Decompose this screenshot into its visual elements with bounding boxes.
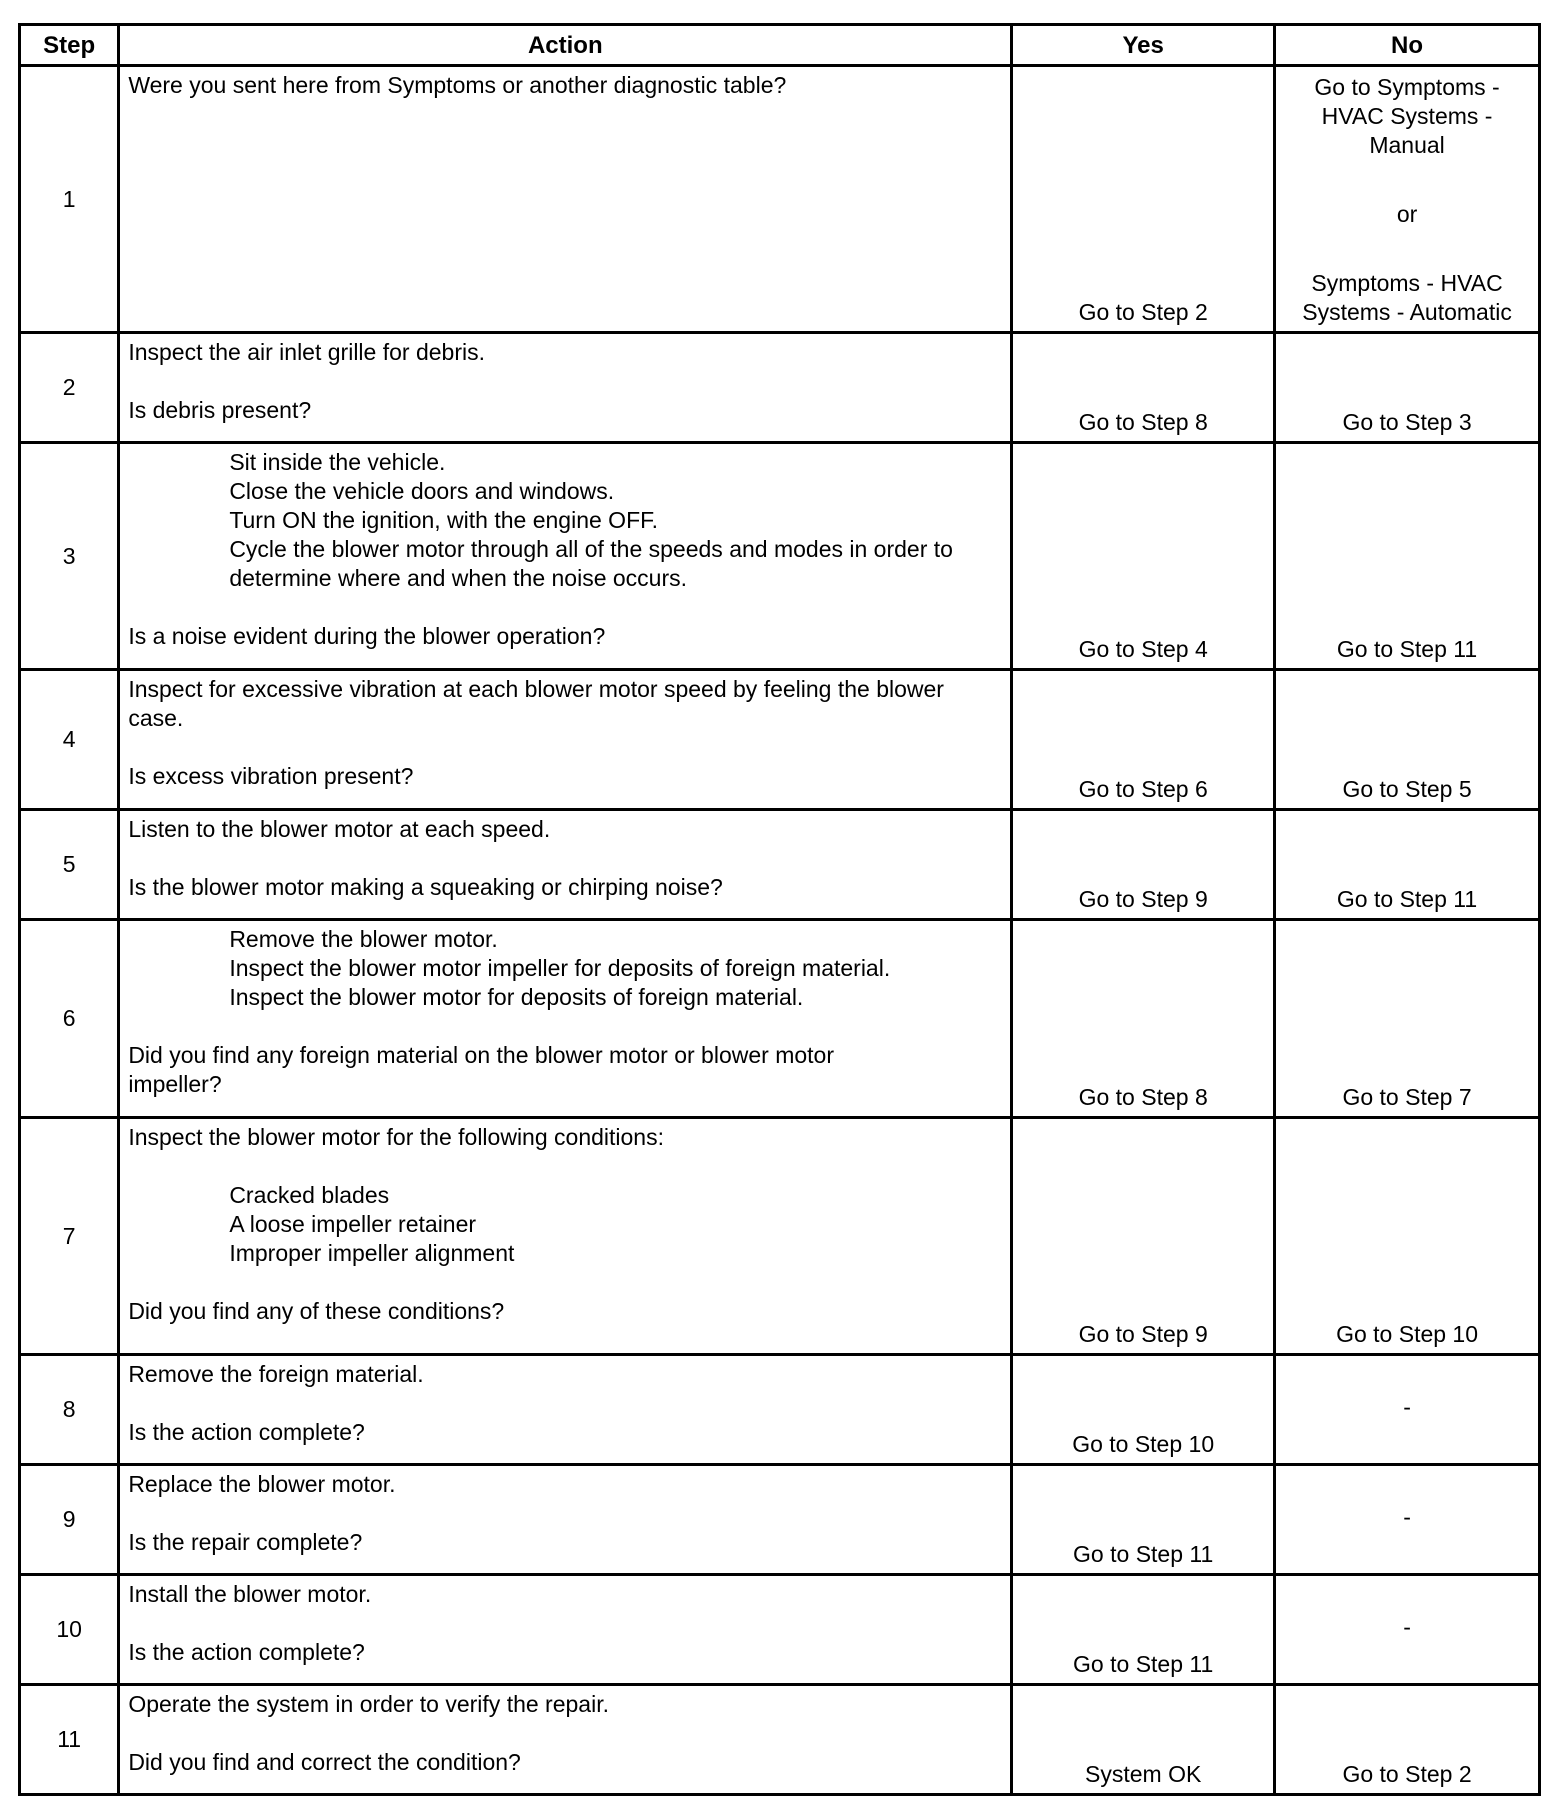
action-intro: Install the blower motor. xyxy=(128,1581,372,1607)
step-number: 6 xyxy=(20,920,119,1118)
table-row xyxy=(20,333,1540,443)
table-row xyxy=(20,66,1540,333)
step-number: 7 xyxy=(20,1118,119,1355)
step-number: 9 xyxy=(20,1465,119,1575)
action-cell xyxy=(119,443,1012,670)
action-intro: Inspect for excessive vibration at each blower motor speed by feeling the blower case. xyxy=(128,676,944,731)
action-cell xyxy=(119,1575,1012,1685)
bullet-item: A loose impeller retainer xyxy=(229,1211,477,1237)
action-intro: Remove the foreign material. xyxy=(128,1361,424,1387)
step-number: 4 xyxy=(20,670,119,810)
bullet-item: Remove the blower motor. xyxy=(229,926,498,952)
step-number: 3 xyxy=(20,443,119,670)
no-cell: Go to Step 10 xyxy=(1275,1118,1540,1355)
no-cell: - xyxy=(1275,1355,1540,1465)
no-cell: - xyxy=(1275,1575,1540,1685)
action-question: Is the repair complete? xyxy=(128,1529,363,1555)
yes-cell: Go to Step 6 xyxy=(1012,670,1275,810)
action-question: Is the action complete? xyxy=(128,1639,365,1665)
header-yes: Yes xyxy=(1012,25,1275,66)
table-row xyxy=(20,1685,1540,1795)
action-intro: Inspect the air inlet grille for debris. xyxy=(128,339,485,365)
no-line: Manual xyxy=(1369,132,1445,158)
action-intro: Operate the system in order to verify the repair. xyxy=(128,1691,609,1717)
no-line: HVAC Systems - xyxy=(1321,103,1493,129)
no-cell: - xyxy=(1275,1465,1540,1575)
table-row xyxy=(20,1355,1540,1465)
step-number: 10 xyxy=(20,1575,119,1685)
action-question: Is the action complete? xyxy=(128,1419,365,1445)
action-question: Did you find any foreign material on the blower motor or blower motor impeller? xyxy=(128,1042,834,1097)
yes-cell: Go to Step 11 xyxy=(1012,1465,1275,1575)
no-cell: Go to Step 11 xyxy=(1275,810,1540,920)
action-cell xyxy=(119,333,1012,443)
bullet-item: Cracked blades xyxy=(229,1182,390,1208)
action-bullets xyxy=(128,1181,1004,1268)
no-cell: Go to Step 2 xyxy=(1275,1685,1540,1795)
header-action: Action xyxy=(119,25,1012,66)
bullet-item: Turn ON the ignition, with the engine OFF. xyxy=(229,507,659,533)
action-cell xyxy=(119,1465,1012,1575)
no-line: Symptoms - HVAC xyxy=(1311,270,1503,296)
table-row xyxy=(20,443,1540,670)
yes-cell: Go to Step 4 xyxy=(1012,443,1275,670)
bullet-item: Sit inside the vehicle. xyxy=(229,449,446,475)
yes-cell: Go to Step 2 xyxy=(1012,66,1275,333)
no-line: Go to Symptoms - xyxy=(1314,74,1500,100)
header-row xyxy=(20,25,1540,66)
no-cell: Go to Step 7 xyxy=(1275,920,1540,1118)
action-question: Is a noise evident during the blower operation? xyxy=(128,623,606,649)
action-cell xyxy=(119,1355,1012,1465)
yes-cell: System OK xyxy=(1012,1685,1275,1795)
no-or: or xyxy=(1396,201,1418,227)
action-cell xyxy=(119,810,1012,920)
step-number: 5 xyxy=(20,810,119,920)
action-question: Did you find and correct the condition? xyxy=(128,1749,521,1775)
action-question: Is excess vibration present? xyxy=(128,763,414,789)
step-number: 2 xyxy=(20,333,119,443)
bullet-item: Improper impeller alignment xyxy=(229,1240,515,1266)
table-row xyxy=(20,1118,1540,1355)
action-intro: Replace the blower motor. xyxy=(128,1471,396,1497)
action-question: Is the blower motor making a squeaking or chirping noise? xyxy=(128,874,723,900)
table-row xyxy=(20,1575,1540,1685)
step-number: 8 xyxy=(20,1355,119,1465)
action-cell xyxy=(119,1118,1012,1355)
yes-cell: Go to Step 11 xyxy=(1012,1575,1275,1685)
yes-cell: Go to Step 9 xyxy=(1012,810,1275,920)
action-intro: Listen to the blower motor at each speed. xyxy=(128,816,551,842)
bullet-item: Close the vehicle doors and windows. xyxy=(229,478,615,504)
no-cell: Go to Step 3 xyxy=(1275,333,1540,443)
yes-cell: Go to Step 8 xyxy=(1012,333,1275,443)
action-intro: Were you sent here from Symptoms or another diagnostic table? xyxy=(128,72,787,98)
yes-cell: Go to Step 10 xyxy=(1012,1355,1275,1465)
action-bullets xyxy=(128,448,1004,593)
table-row xyxy=(20,1465,1540,1575)
action-bullets xyxy=(128,925,1004,1012)
table-row xyxy=(20,920,1540,1118)
table-row xyxy=(20,810,1540,920)
action-question: Is debris present? xyxy=(128,397,312,423)
no-cell: Go to Step 11 xyxy=(1275,443,1540,670)
action-cell xyxy=(119,920,1012,1118)
no-line: Systems - Automatic xyxy=(1302,299,1512,325)
no-cell: Go to Step 5 xyxy=(1275,670,1540,810)
bullet-item: Cycle the blower motor through all of the speeds and modes in order to determine where and when the noise occurs. xyxy=(229,536,953,591)
header-step: Step xyxy=(20,25,119,66)
yes-cell: Go to Step 9 xyxy=(1012,1118,1275,1355)
action-question: Did you find any of these conditions? xyxy=(128,1298,505,1324)
action-cell xyxy=(119,1685,1012,1795)
yes-cell: Go to Step 8 xyxy=(1012,920,1275,1118)
no-cell xyxy=(1275,66,1540,333)
step-number: 1 xyxy=(20,66,119,333)
diagnostic-table xyxy=(18,23,1541,1796)
table-row xyxy=(20,670,1540,810)
action-cell xyxy=(119,670,1012,810)
header-no: No xyxy=(1275,25,1540,66)
action-intro: Inspect the blower motor for the following conditions: xyxy=(128,1124,664,1150)
bullet-item: Inspect the blower motor impeller for deposits of foreign material. xyxy=(229,955,891,981)
step-number: 11 xyxy=(20,1685,119,1795)
action-cell xyxy=(119,66,1012,333)
bullet-item: Inspect the blower motor for deposits of foreign material. xyxy=(229,984,804,1010)
